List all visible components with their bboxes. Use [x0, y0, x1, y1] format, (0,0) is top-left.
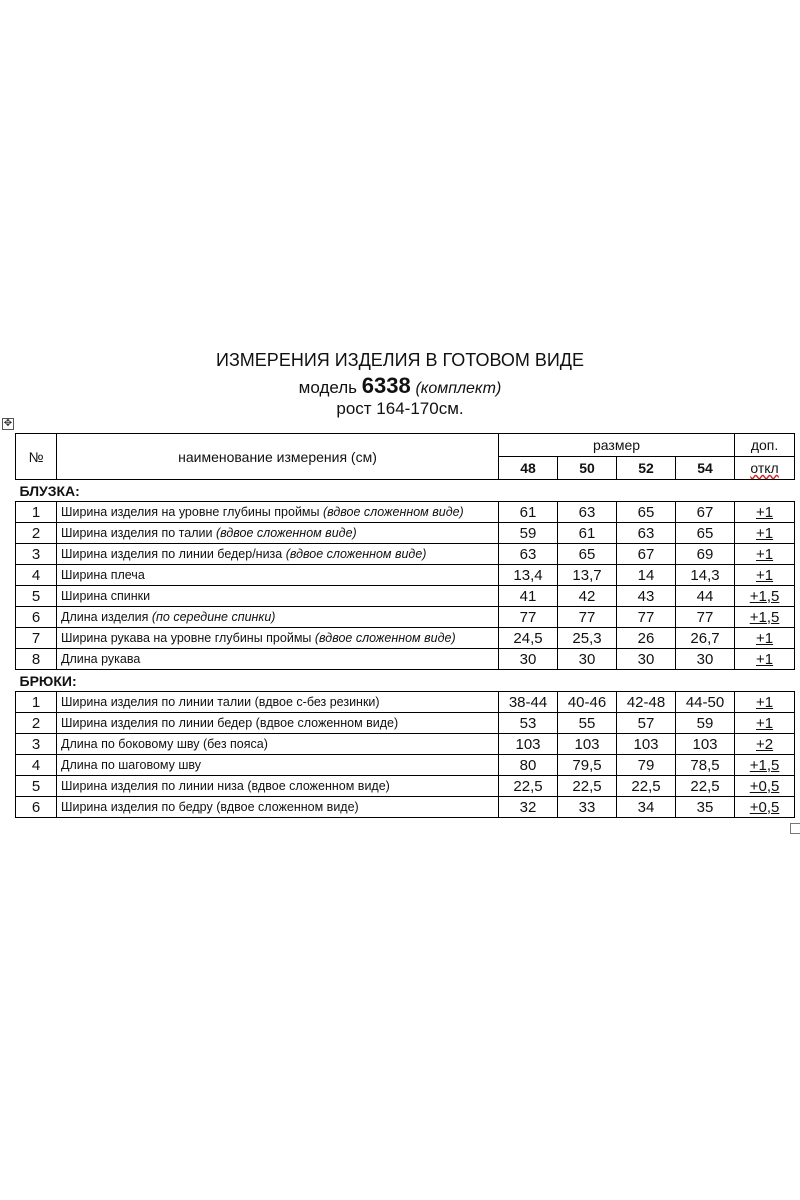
tolerance-text: +1	[755, 629, 774, 647]
size-value: 77	[676, 607, 735, 628]
table-move-handle-icon[interactable]: ✥	[3, 418, 13, 429]
tolerance-value	[735, 797, 795, 818]
tolerance-value	[735, 502, 795, 523]
size-value: 40-46	[558, 692, 617, 713]
row-number: 7	[16, 628, 57, 649]
measurement-note: (вдвое сложенном виде)	[322, 505, 464, 519]
size-value: 67	[617, 544, 676, 565]
measurement-note: (по середине спинки)	[151, 610, 276, 624]
size-value: 77	[558, 607, 617, 628]
tolerance-text: +1	[755, 545, 774, 563]
size-value: 42	[558, 586, 617, 607]
row-number: 3	[16, 544, 57, 565]
size-value: 22,5	[617, 776, 676, 797]
row-number: 6	[16, 797, 57, 818]
tolerance-text: +0,5	[749, 777, 780, 795]
row-number: 2	[16, 523, 57, 544]
size-value: 78,5	[676, 755, 735, 776]
size-value: 32	[499, 797, 558, 818]
table-row	[16, 713, 795, 734]
measurement-name	[57, 586, 499, 607]
size-value: 79,5	[558, 755, 617, 776]
tolerance-value	[735, 523, 795, 544]
size-value: 35	[676, 797, 735, 818]
size-value: 61	[558, 523, 617, 544]
size-value: 26,7	[676, 628, 735, 649]
size-value: 30	[558, 649, 617, 670]
measurement-note: (вдвое сложенном виде)	[285, 547, 427, 561]
measurement-label: Длина изделия	[61, 610, 152, 624]
tolerance-value	[735, 755, 795, 776]
size-value: 80	[499, 755, 558, 776]
table-row	[16, 523, 795, 544]
size-header: 54	[676, 457, 735, 480]
tolerance-value	[735, 713, 795, 734]
row-number: 1	[16, 502, 57, 523]
measurement-label: Ширина изделия по талии	[61, 526, 216, 540]
model-number: 6338	[361, 373, 411, 398]
size-value: 69	[676, 544, 735, 565]
measurement-name	[57, 755, 499, 776]
section-title: БЛУЗКА:	[16, 480, 795, 502]
size-value: 65	[676, 523, 735, 544]
size-value: 55	[558, 713, 617, 734]
size-value: 103	[499, 734, 558, 755]
tolerance-value	[735, 607, 795, 628]
tolerance-value	[735, 734, 795, 755]
size-value: 34	[617, 797, 676, 818]
size-value: 44-50	[676, 692, 735, 713]
measurement-label: Ширина изделия по линии низа (вдвое сложенном виде)	[61, 779, 390, 793]
section-row	[16, 480, 795, 502]
measurement-name	[57, 523, 499, 544]
tolerance-value	[735, 628, 795, 649]
table-row	[16, 776, 795, 797]
table-row	[16, 755, 795, 776]
tolerance-value	[735, 565, 795, 586]
size-value: 59	[676, 713, 735, 734]
tolerance-text: +1	[755, 566, 774, 584]
measurement-name	[57, 734, 499, 755]
col-number-header: №	[16, 434, 57, 480]
tolerance-text: +1	[755, 714, 774, 732]
row-number: 1	[16, 692, 57, 713]
size-value: 63	[558, 502, 617, 523]
size-value: 24,5	[499, 628, 558, 649]
measurement-name	[57, 502, 499, 523]
size-value: 53	[499, 713, 558, 734]
measurement-name	[57, 713, 499, 734]
table-row	[16, 628, 795, 649]
size-value: 41	[499, 586, 558, 607]
table-row	[16, 649, 795, 670]
col-name-header: наименование измерения (см)	[57, 434, 499, 480]
table-row	[16, 565, 795, 586]
row-number: 3	[16, 734, 57, 755]
measurement-label: Длина по боковому шву (без пояса)	[61, 737, 268, 751]
size-value: 38-44	[499, 692, 558, 713]
tolerance-value	[735, 649, 795, 670]
measurement-label: Ширина рукава на уровне глубины проймы	[61, 631, 315, 645]
model-line	[0, 373, 800, 399]
tolerance-abbrev: откл	[750, 460, 779, 476]
tolerance-text: +2	[755, 735, 774, 753]
tolerance-text: +0,5	[749, 798, 780, 816]
tolerance-text: +1	[755, 503, 774, 521]
table-row	[16, 734, 795, 755]
size-value: 44	[676, 586, 735, 607]
size-value: 22,5	[499, 776, 558, 797]
size-value: 67	[676, 502, 735, 523]
table-row	[16, 797, 795, 818]
size-value: 22,5	[676, 776, 735, 797]
size-value: 103	[558, 734, 617, 755]
tolerance-value	[735, 776, 795, 797]
table-row	[16, 607, 795, 628]
measurement-name	[57, 797, 499, 818]
size-value: 59	[499, 523, 558, 544]
size-value: 57	[617, 713, 676, 734]
size-value: 26	[617, 628, 676, 649]
size-value: 14	[617, 565, 676, 586]
size-value: 30	[499, 649, 558, 670]
row-number: 5	[16, 776, 57, 797]
size-value: 25,3	[558, 628, 617, 649]
document-title: ИЗМЕРЕНИЯ ИЗДЕЛИЯ В ГОТОВОМ ВИДЕ	[216, 350, 584, 370]
table-header-row	[16, 434, 795, 457]
size-header: 52	[617, 457, 676, 480]
table-row	[16, 692, 795, 713]
measurement-name	[57, 776, 499, 797]
size-value: 43	[617, 586, 676, 607]
measurement-label: Длина по шаговому шву	[61, 758, 202, 772]
measurement-label: Ширина спинки	[61, 589, 151, 603]
size-value: 42-48	[617, 692, 676, 713]
measurement-label: Ширина плеча	[61, 568, 145, 582]
tolerance-text: +1,5	[749, 608, 780, 626]
size-value: 30	[676, 649, 735, 670]
model-suffix: (комплект)	[415, 380, 502, 397]
table-row	[16, 544, 795, 565]
measurement-label: Ширина изделия по линии талии (вдвое с-без резинки)	[61, 695, 380, 709]
measurement-label: Ширина изделия по линии бедер/низа	[61, 547, 286, 561]
measurement-name	[57, 628, 499, 649]
col-tolerance-header-top: доп.	[735, 434, 795, 457]
size-value: 77	[499, 607, 558, 628]
measurement-label: Длина рукава	[61, 652, 141, 666]
tolerance-value	[735, 544, 795, 565]
measurement-label: Ширина изделия по линии бедер (вдвое сложенном виде)	[61, 716, 399, 730]
row-number: 6	[16, 607, 57, 628]
size-value: 22,5	[558, 776, 617, 797]
size-value: 103	[676, 734, 735, 755]
row-number: 2	[16, 713, 57, 734]
row-number: 4	[16, 565, 57, 586]
size-value: 61	[499, 502, 558, 523]
size-value: 63	[617, 523, 676, 544]
tolerance-text: +1,5	[749, 756, 780, 774]
size-value: 77	[617, 607, 676, 628]
tolerance-value	[735, 692, 795, 713]
size-value: 13,4	[499, 565, 558, 586]
section-title: БРЮКИ:	[16, 670, 795, 692]
col-size-header: размер	[499, 434, 735, 457]
row-number: 4	[16, 755, 57, 776]
size-value: 14,3	[676, 565, 735, 586]
measurement-name	[57, 649, 499, 670]
size-value: 13,7	[558, 565, 617, 586]
section-row	[16, 670, 795, 692]
measurement-name	[57, 544, 499, 565]
size-value: 63	[499, 544, 558, 565]
measurement-label: Ширина изделия на уровне глубины проймы	[61, 505, 323, 519]
measurement-name	[57, 692, 499, 713]
size-header: 48	[499, 457, 558, 480]
row-number: 8	[16, 649, 57, 670]
measurement-name	[57, 565, 499, 586]
model-prefix: модель	[298, 378, 358, 397]
measurement-note: (вдвое сложенном виде)	[215, 526, 357, 540]
tolerance-value	[735, 586, 795, 607]
table-row	[16, 586, 795, 607]
table-row	[16, 502, 795, 523]
table-resize-handle-icon[interactable]	[790, 823, 800, 834]
tolerance-text: +1,5	[749, 587, 780, 605]
tolerance-text: +1	[755, 650, 774, 668]
size-value: 79	[617, 755, 676, 776]
col-tolerance-header-bottom	[735, 457, 795, 480]
tolerance-text: +1	[755, 524, 774, 542]
measurements-table	[15, 433, 795, 818]
tolerance-text: +1	[755, 693, 774, 711]
height-range: рост 164-170см.	[336, 399, 464, 418]
size-value: 65	[617, 502, 676, 523]
measurement-name	[57, 607, 499, 628]
size-value: 103	[617, 734, 676, 755]
size-value: 33	[558, 797, 617, 818]
size-value: 30	[617, 649, 676, 670]
row-number: 5	[16, 586, 57, 607]
size-header: 50	[558, 457, 617, 480]
measurement-label: Ширина изделия по бедру (вдвое сложенном виде)	[61, 800, 359, 814]
measurement-note: (вдвое сложенном виде)	[314, 631, 456, 645]
size-value: 65	[558, 544, 617, 565]
